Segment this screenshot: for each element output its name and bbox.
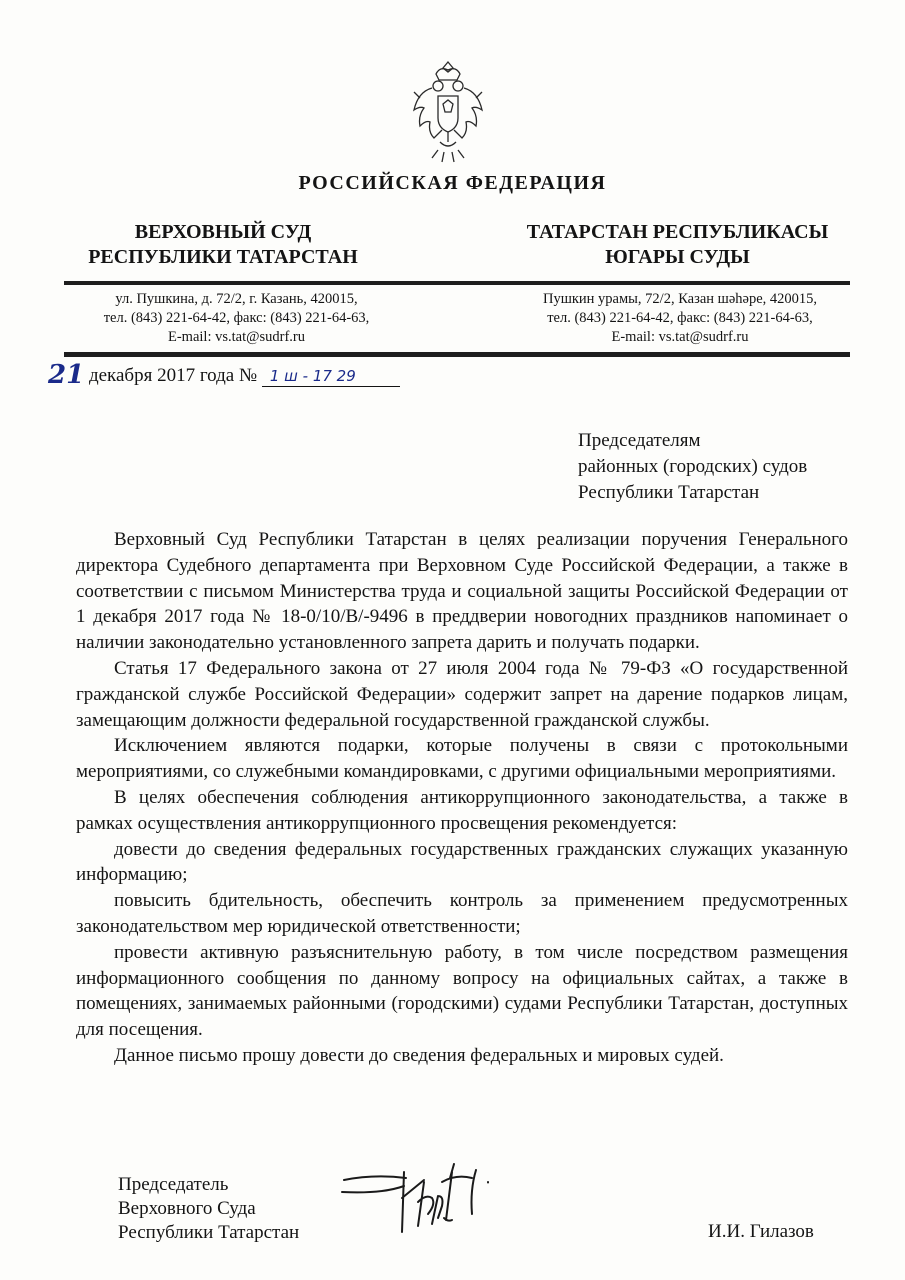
addressee-block: [578, 428, 807, 506]
body-paragraph: Данное письмо прошу довести до сведения федеральных и мировых судей.: [114, 1044, 724, 1066]
body-paragraph: довести до сведения федеральных государственных гражданских служащих указанную информацию;: [76, 838, 848, 886]
header-divider-top: [64, 281, 850, 285]
address-tt-line: Пушкин урамы, 72/2, Казан шәһәре, 420015,: [542, 291, 818, 307]
address-russian: [64, 290, 409, 347]
address-ru-line: E-mail: vs.tat@sudrf.ru: [168, 329, 305, 345]
dateline-text: декабря 2017 года №: [88, 365, 258, 386]
signatory-name: И.И. Гилазов: [708, 1221, 814, 1242]
body-paragraph: Верховный Суд Республики Татарстан в целях реализации поручения Генерального директора Судебного департамента при Верховном Суде Российской Федерации, а также в соответствии с письмом Министерства труда и социальной защиты Российской Федерации от 1 декабря 2017 года № 18-0/10/В/-9496 в преддверии новогодних праздников напоминает о наличии законодательно установленного запрета дарить и получать подарки.: [76, 529, 848, 654]
body-paragraph: Статья 17 Федерального закона от 27 июля 2004 года № 79-ФЗ «О государственной гражданской службе Российской Федерации» содержит запрет на дарение подарков лицам, замещающим должности федеральной государственной гражданской службы.: [76, 657, 848, 731]
signatory-title: [118, 1173, 299, 1245]
country-title: РОССИЙСКАЯ ФЕДЕРАЦИЯ: [298, 172, 607, 194]
signatory-title-line: Верховного Суда: [118, 1198, 256, 1219]
address-tt-line: E-mail: vs.tat@sudrf.ru: [611, 329, 749, 345]
body-paragraph: повысить бдительность, обеспечить контроль за применением предусмотренных законодательством мер юридической ответственности;: [76, 890, 848, 937]
addressee-line: Республики Татарстан: [578, 482, 760, 503]
handwritten-reference-number: 1 ш - 17 29: [262, 366, 400, 387]
court-name-tatar: [505, 220, 850, 270]
address-tatar: [505, 290, 855, 347]
letter-dateline: [48, 360, 400, 390]
court-name-russian: [68, 220, 378, 270]
address-tt-line: тел. (843) 221-64-42, факс: (843) 221-64-63,: [547, 310, 813, 326]
header-divider-bottom: [64, 352, 850, 357]
court-name-ru-line-1: ВЕРХОВНЫЙ СУД: [134, 221, 312, 243]
body-paragraph: Исключением являются подарки, которые получены в связи с протокольными мероприятиями, со служебными командировками, с другими официальными мероприятиями.: [76, 735, 848, 783]
handwritten-day: 21: [48, 360, 85, 390]
address-ru-line: ул. Пушкина, д. 72/2, г. Казань, 420015,: [115, 291, 358, 307]
court-name-ru-line-2: РЕСПУБЛИКИ ТАТАРСТАН: [88, 246, 358, 268]
court-name-tt-line-2: ЮГАРЫ СУДЫ: [605, 246, 750, 268]
signatory-title-line: Председатель: [118, 1174, 229, 1195]
address-ru-line: тел. (843) 221-64-42, факс: (843) 221-64-63,: [103, 310, 370, 326]
letter-body: [76, 527, 848, 1069]
signatory-title-line: Республики Татарстан: [118, 1222, 300, 1243]
handwritten-signature: [338, 1152, 518, 1247]
addressee-line: районных (городских) судов: [578, 456, 808, 477]
coat-of-arms-emblem: [408, 58, 488, 166]
addressee-line: Председателям: [578, 430, 701, 451]
body-paragraph: В целях обеспечения соблюдения антикоррупционного законодательства, а также в рамках осуществления антикоррупционного просвещения рекомендуется:: [76, 786, 848, 834]
body-paragraph: провести активную разъяснительную работу, в том числе посредством размещения информационного сообщения по данному вопросу на официальных сайтах, а также в помещениях, занимаемых районными (городскими) судами Республики Татарстан, доступных для посещения.: [76, 941, 848, 1041]
court-name-tt-line-1: ТАТАРСТАН РЕСПУБЛИКАСЫ: [526, 221, 829, 243]
